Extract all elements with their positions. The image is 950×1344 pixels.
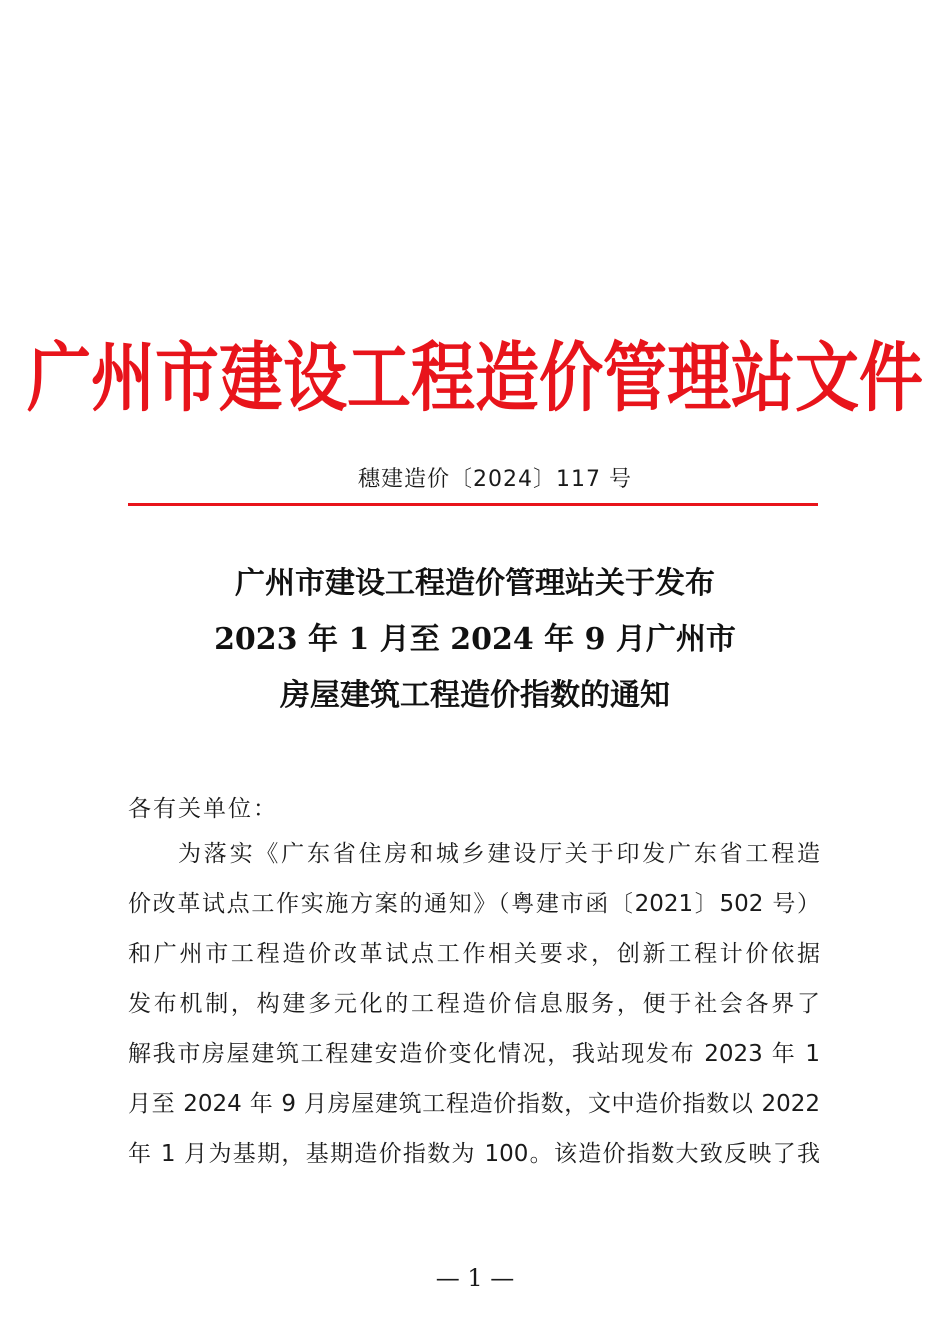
salutation: 各有关单位： bbox=[128, 796, 278, 822]
notice-title-line-3: 房屋建筑工程造价指数的通知 bbox=[280, 678, 670, 713]
body-line-7: 年 1 月为基期，基期造价指数为 100。该造价指数大致反映了我 bbox=[128, 1141, 820, 1167]
body-line-1: 为落实《广东省住房和城乡建设厅关于印发广东省工程造 bbox=[178, 841, 820, 867]
notice-title-line-1: 广州市建设工程造价管理站关于发布 bbox=[235, 566, 715, 601]
body-line-5: 解我市房屋建筑工程建安造价变化情况，我站现发布 2023 年 1 bbox=[128, 1041, 820, 1067]
body-line-4: 发布机制，构建多元化的工程造价信息服务，便于社会各界了 bbox=[128, 991, 820, 1017]
masthead-title: 广州市建设工程造价管理站文件 bbox=[27, 334, 923, 424]
page-number: — 1 — bbox=[435, 1264, 515, 1292]
body-line-3: 和广州市工程造价改革试点工作相关要求，创新工程计价依据 bbox=[128, 941, 820, 967]
body-line-2: 价改革试点工作实施方案的通知》（粤建市函〔2021〕502 号） bbox=[128, 891, 820, 917]
document-number: 穗建造价〔2024〕117 号 bbox=[358, 467, 632, 492]
body-line-6: 月至 2024 年 9 月房屋建筑工程造价指数，文中造价指数以 2022 bbox=[128, 1091, 820, 1117]
notice-title-line-2: 2023 年 1 月至 2024 年 9 月广州市 bbox=[214, 622, 736, 657]
red-divider-line bbox=[128, 503, 818, 506]
